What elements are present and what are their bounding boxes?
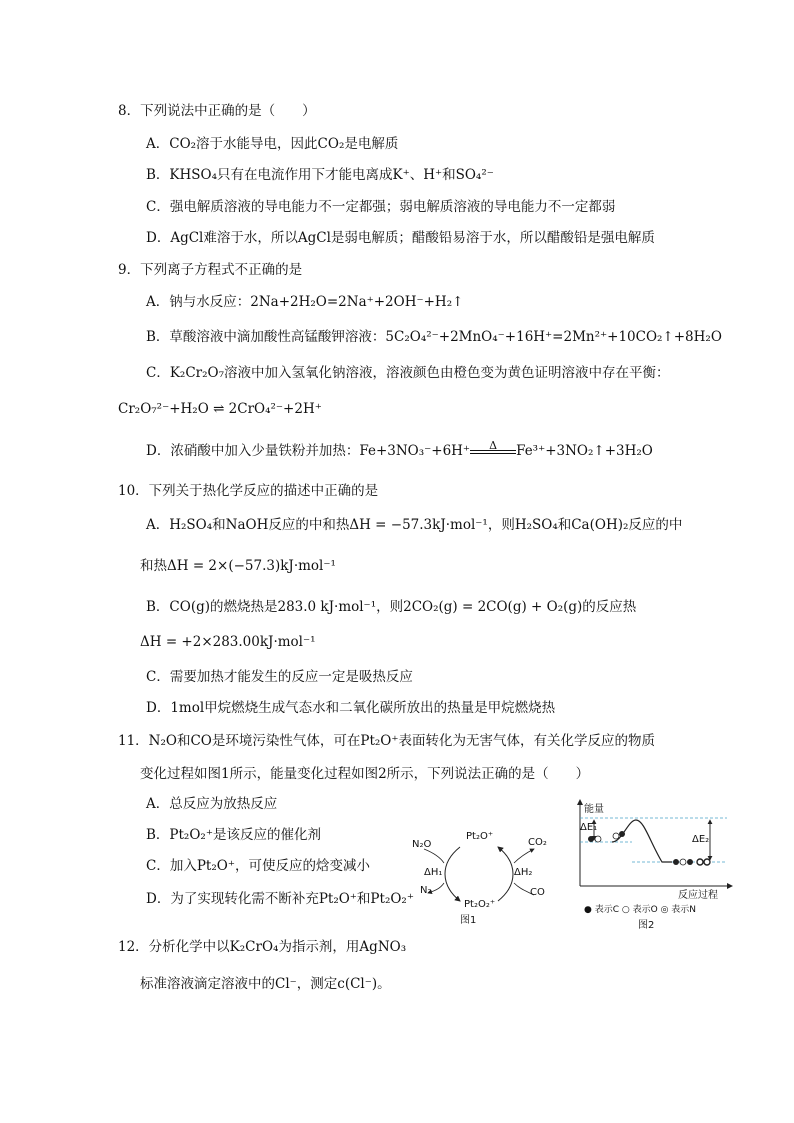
q9-d-lhs: D．浓硝酸中加入少量铁粉并加热：Fe+3NO₃⁻+6H⁺ <box>146 443 471 459</box>
figure-2-x-label: 反应过程 <box>678 890 718 901</box>
figure-1-n2-label: N₂ <box>420 885 432 896</box>
figure-1-dh2-label: ΔH₂ <box>514 867 533 878</box>
q8-option-d: D．AgCl难溶于水，所以AgCl是弱电解质；醋酸铅易溶于水，所以醋酸铅是强电解质 <box>146 230 655 246</box>
q10-option-c: C．需要加热才能发生的反应一定是吸热反应 <box>146 669 413 685</box>
q10-option-d: D．1mol甲烷燃烧生成气态水和二氧化碳所放出的热量是甲烷燃烧热 <box>146 700 556 716</box>
q11-option-a: A．总反应为放热反应 <box>146 796 278 812</box>
figure-1-dh1-label: ΔH₁ <box>424 867 443 878</box>
figure-1-pt2o2-label: Pt₂O₂⁺ <box>464 899 496 910</box>
figure-2-n-atom <box>697 859 703 865</box>
q9-option-b: B．草酸溶液中滴加酸性高锰酸钾溶液：5C₂O₄²⁻+2MnO₄⁻+16H⁺=2Mn²⁺+10CO₂↑+8H₂O <box>146 329 722 345</box>
figure-1-co2-label: CO₂ <box>528 837 547 848</box>
q10-option-a-line2: 和热ΔH = 2×(−57.3)kJ·mol⁻¹ <box>140 558 336 574</box>
q9-option-c-line2: Cr₂O₇²⁻+H₂O ⇌ 2CrO₄²⁻+2H⁺ <box>118 401 322 417</box>
q9-option-c-line1: C．K₂Cr₂O₇溶液中加入氢氧化钠溶液，溶液颜色由橙色变为黄色证明溶液中存在平衡： <box>146 365 670 381</box>
q9-d-rhs: Fe³⁺+3NO₂↑+3H₂O <box>516 443 653 459</box>
q10-option-b-line1: B．CO(g)的燃烧热是283.0 kJ·mol⁻¹，则2CO₂(g) = 2CO(g) + O₂(g)的反应热 <box>146 599 637 615</box>
q9-option-a: A．钠与水反应：2Na+2H₂O=2Na⁺+2OH⁻+H₂↑ <box>146 294 464 310</box>
q10-stem: 10．下列关于热化学反应的描述中正确的是 <box>118 483 379 499</box>
q11-option-d: D．为了实现转化需不断补充Pt₂O⁺和Pt₂O₂⁺ <box>146 891 414 907</box>
q9-stem: 9．下列离子方程式不正确的是 <box>118 262 303 278</box>
figure-2-legend-o: ○ 表示O <box>621 905 658 915</box>
q8-option-a: A．CO₂溶于水能导电，因此CO₂是电解质 <box>146 136 399 152</box>
figure-1-caption: 图1 <box>460 915 477 926</box>
q8-option-b: B．KHSO₄只有在电流作用下才能电离成K⁺、H⁺和SO₄²⁻ <box>146 167 494 183</box>
figure-1-co-label: CO <box>530 887 545 898</box>
figure-1-pt2o-label: Pt₂O⁺ <box>466 831 494 842</box>
figure-2-y-label: 能量 <box>584 804 604 815</box>
q8-stem: 8．下列说法中正确的是（ ） <box>118 103 316 119</box>
q9-option-d <box>146 439 653 460</box>
figure-2-legend-c: ● 表示C <box>584 905 619 915</box>
figure-2-caption: 图2 <box>638 920 655 931</box>
figure-2-e1-label: ΔE₁ <box>580 822 598 833</box>
q9-d-condition-arrow <box>470 439 516 460</box>
figure-2 <box>572 798 736 938</box>
q11-option-c: C．加入Pt₂O⁺，可使反应的焓变减小 <box>146 858 370 874</box>
figure-2-legend-n: ◎ 表示N <box>660 905 697 915</box>
figure-1 <box>410 825 555 925</box>
q11-stem-line2: 变化过程如图1所示，能量变化过程如图2所示，下列说法正确的是（ ） <box>140 766 590 782</box>
q8-option-c: C．强电解质溶液的导电能力不一定都强；弱电解质溶液的导电能力不一定都弱 <box>146 199 616 215</box>
figure-2-c-atom <box>588 836 594 842</box>
q9-d-condition: Δ <box>489 439 498 452</box>
figure-2-e2-label: ΔE₂ <box>692 834 710 845</box>
q12-stem-line1: 12．分析化学中以K₂CrO₄为指示剂，用AgNO₃ <box>118 939 407 955</box>
figure-2-legend <box>584 902 696 915</box>
q10-option-b-line2: ΔH = +2×283.00kJ·mol⁻¹ <box>140 634 316 650</box>
q11-option-b: B．Pt₂O₂⁺是该反应的催化剂 <box>146 827 321 843</box>
figure-2-energy-curve <box>612 820 672 862</box>
q10-option-a-line1: A．H₂SO₄和NaOH反应的中和热ΔH = −57.3kJ·mol⁻¹，则H₂SO₄和Ca(OH)₂反应的中 <box>146 517 683 533</box>
figure-2-o-atom <box>595 836 601 842</box>
figure-1-n2o-label: N₂O <box>412 839 432 850</box>
q12-stem-line2: 标准溶液滴定溶液中的Cl⁻，测定c(Cl⁻)。 <box>140 976 391 992</box>
q11-stem-line1: 11．N₂O和CO是环境污染性气体，可在Pt₂O⁺表面转化为无害气体，有关化学反应的物质 <box>118 733 655 749</box>
